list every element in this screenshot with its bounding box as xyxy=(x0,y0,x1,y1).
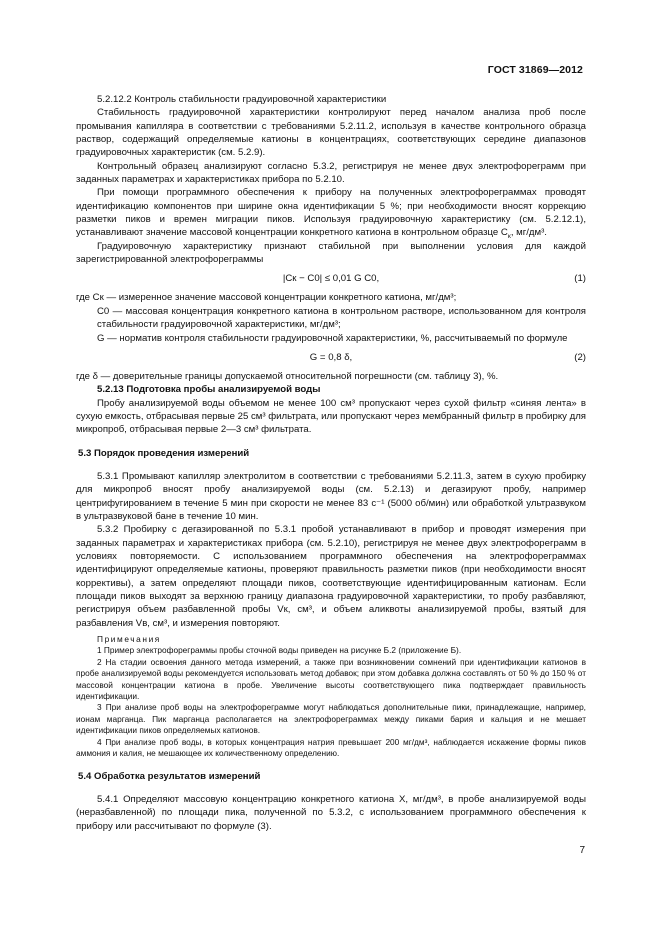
subsection-heading-5-2-13: 5.2.13 Подготовка пробы анализируемой воды xyxy=(97,384,321,396)
notes-block xyxy=(76,634,586,759)
subscript: к xyxy=(507,233,511,241)
formula-number: (1) xyxy=(574,273,586,285)
definition-ck: где Cк — измеренное значение массовой концентрации конкретного катиона, мг/дм³; xyxy=(76,292,457,304)
page-number: 7 xyxy=(579,845,585,856)
paragraph: Контрольный образец анализируют согласно 5.3.2, регистрируя не менее двух электрофореграмм при заданных параметрах и характеристиках прибора по 5.2.10. xyxy=(76,160,586,186)
definition-c0: C0 — массовая концентрация конкретного катиона в контрольном растворе, использованном для контроля стабильности градуировочной характеристики, мг/дм³; xyxy=(97,305,586,331)
formula-2 xyxy=(76,348,586,367)
paragraph-text: При помощи программного обеспечения к прибору на полученных электрофореграммах проводят идентификацию компонентов при ширине окна идентификации 5 %; при необходимости вносят коррекцию разметки пиков и времен миграции пиков. Используя градуировочную характеристику (см. 5.2.12.1), устанавливают значение массовой концентрации конкретного катиона в контрольном образце C xyxy=(76,187,586,239)
formula-1 xyxy=(76,269,586,288)
paragraph: Градуировочную характеристику признают стабильной при выполнении условия для каждой зарегистрированной электрофореграммы xyxy=(76,240,586,266)
formula-number: (2) xyxy=(574,351,586,363)
paragraph: Пробу анализируемой воды объемом не менее 100 см³ пропускают через сухой фильтр «синяя лента» в сухую емкость, отбрасывая первые 25 см³ фильтрата, или пропускают через мембранный фильтр в пробирку для микропроб, отбрасывая первые 2—3 см³ фильтрата. xyxy=(76,397,586,436)
paragraph-text-end: , мг/дм³. xyxy=(510,227,547,239)
note-4: 4 При анализе проб воды, в которых концентрация натрия превышает 200 мг/дм³, наблюдается искажение формы пиков аммония и калия, не мешающее их количественному определению. xyxy=(76,736,586,759)
subsection-heading-5-2-12-2: 5.2.12.2 Контроль стабильности градуировочной характеристики xyxy=(97,94,387,105)
note-3: 3 При анализе проб воды на электрофореграмме могут наблюдаться дополнительные пики, принадлежащие, например, ионам марганца. Пик марганца располагается на электрофореграммах между пиками бария и кальция и не мешает идентификации пиков определяемых катионов. xyxy=(76,702,586,736)
notes-title: Примечания xyxy=(97,634,161,645)
definition-delta: где δ — доверительные границы допускаемой относительной погрешности (см. таблицу 3), %. xyxy=(76,370,499,382)
section-heading-5-3: 5.3 Порядок проведения измерений xyxy=(78,447,250,459)
paragraph: 5.4.1 Определяют массовую концентрацию конкретного катиона X, мг/дм³, в пробе анализируемой воды (неразбавленной) по площади пика, полученной по 5.3.2, с использованием программного обеспечения к прибору или рассчитывают по формуле (3). xyxy=(76,793,586,832)
paragraph: 5.3.2 Пробирку с дегазированной по 5.3.1 пробой устанавливают в прибор и проводят измерения при заданных параметрах и характеристиках прибора (см. 5.2.10), регистрируя не менее двух электрофореграмм в условиях повторяемости. С использованием программного обеспечения на электрофореграммах идентифицируют определяемые катионы, проверяют правильность разметки пиков (при необходимости вносят коррективы), а затем определяют площади пиков, соответствующие идентифицированным катионам. Если площади пиков выходят за верхнюю границу диапазона градуировочной характеристики, то пробу разбавляют, регистрируя объем разбавленной пробы Vк, см³, и объем аликвоты анализируемой пробы, взятый для разбавления Vв, см³, и измерения повторяют. xyxy=(76,524,586,629)
paragraph xyxy=(76,186,586,239)
section-heading-5-4: 5.4 Обработка результатов измерений xyxy=(78,770,261,782)
document-id-header: ГОСТ 31869—2012 xyxy=(487,64,583,76)
definition-g: G — норматив контроля стабильности градуировочной характеристики, %, рассчитываемый по формуле xyxy=(97,332,568,344)
document-body xyxy=(76,93,586,833)
paragraph: 5.3.1 Промывают капилляр электролитом в соответствии с требованиями 5.2.11.3, затем в сухую пробирку для микропроб вносят пробу анализируемой воды (см. 5.2.13) и дегазируют пробу, например центрифугированием в течение 5 мин при скорости не менее 83 с⁻¹ (5000 об/мин) или обработкой ультразвуком в ультразвуковой бане в течение 10 мин. xyxy=(76,470,586,522)
formula-expression: G = 0,8 δ, xyxy=(309,351,353,363)
note-1: 1 Пример электрофореграммы пробы сточной воды приведен на рисунке Б.2 (приложение Б). xyxy=(97,645,462,656)
paragraph: Стабильность градуировочной характеристики контролируют перед началом анализа проб после промывания капилляра в соответствии с требованиями 5.2.11.2, используя в качестве контрольного образца раствор, содержащий определяемые катионы в концентрациях, соответствующих середине диапазонов градуировочных характеристик (см. 5.2.9). xyxy=(76,107,586,159)
formula-expression: |Cк − C0| ≤ 0,01 G C0, xyxy=(282,273,380,285)
note-2: 2 На стадии освоения данного метода измерений, а также при возникновении сомнений при идентификации катионов в пробе анализируемой воды рекомендуется использовать метод добавок; при этом добавка должна составлять от 50 % до 150 % от массовой концентрации катиона в пробе. Увеличение высоты соответствующего пика подтверждает правильность идентификации. xyxy=(76,656,586,702)
